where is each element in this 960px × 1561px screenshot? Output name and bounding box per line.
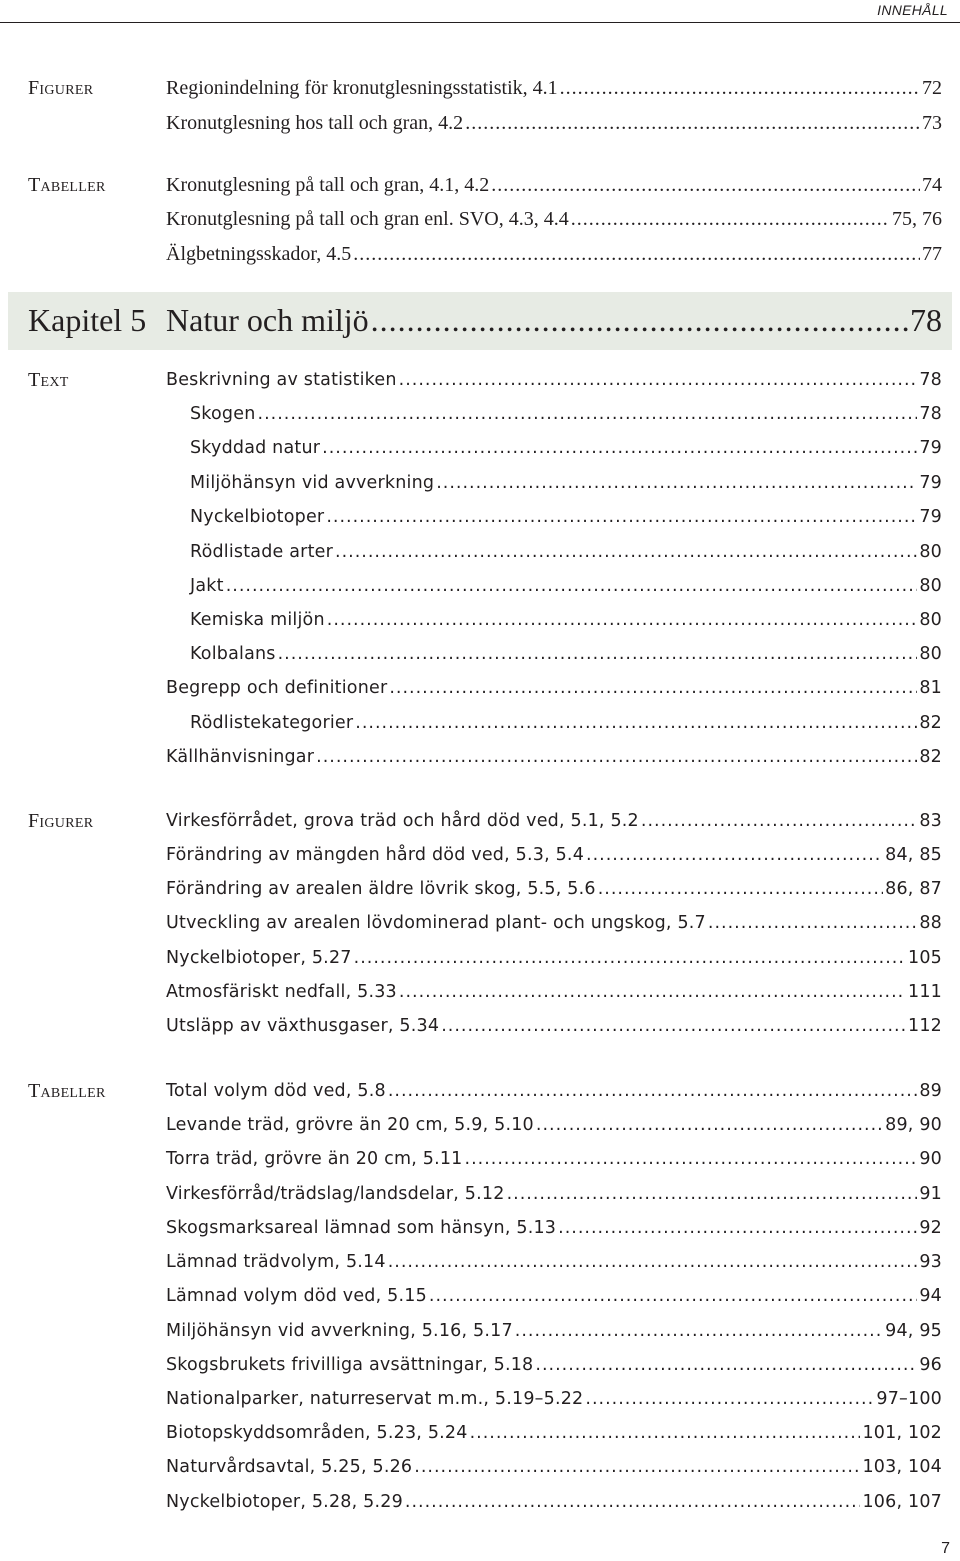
entry-page: 112 <box>907 1016 942 1036</box>
toc-row <box>0 535 960 569</box>
entry-page: 78 <box>919 404 942 424</box>
toc-row <box>0 397 960 431</box>
dot-leader <box>598 872 883 906</box>
entry-title: Skyddad natur <box>190 438 321 458</box>
dot-leader <box>491 168 920 202</box>
entry-page: 81 <box>919 678 942 698</box>
section-label-tabeller: Tabeller <box>28 174 106 196</box>
entry-page: 73 <box>922 112 942 134</box>
toc-row <box>0 906 960 940</box>
toc-entry[interactable] <box>166 1382 942 1416</box>
entry-title: Begrepp och definitioner <box>166 678 388 698</box>
chapter-heading[interactable] <box>8 292 952 350</box>
entry-page: 74 <box>922 174 942 196</box>
toc-row <box>0 569 960 603</box>
toc-entry[interactable] <box>166 1416 942 1450</box>
entry-title: Kronutglesning på tall och gran, 4.1, 4.2 <box>166 174 490 196</box>
toc-entry[interactable] <box>166 106 942 140</box>
toc-entry[interactable] <box>166 71 942 105</box>
entry-page: 82 <box>919 747 942 767</box>
dot-leader <box>558 1211 917 1245</box>
toc-entry[interactable] <box>166 202 942 236</box>
dot-leader <box>535 1348 917 1382</box>
entry-title: Regionindelning för kronutglesningsstatistik, 4.1 <box>166 77 558 99</box>
entry-page: 75, 76 <box>892 208 942 230</box>
toc-row <box>0 1279 960 1313</box>
entry-page: 101, 102 <box>862 1423 942 1443</box>
toc-entry[interactable] <box>166 941 942 975</box>
entry-page: 97–100 <box>876 1389 942 1409</box>
toc-entry[interactable] <box>190 603 942 637</box>
toc-row <box>0 168 960 202</box>
toc-row <box>0 975 960 1009</box>
entry-page: 106, 107 <box>862 1492 942 1512</box>
entry-page: 111 <box>907 982 942 1002</box>
entry-page: 86, 87 <box>885 879 942 899</box>
toc-entry[interactable] <box>190 569 942 603</box>
running-head: INNEHÅLL <box>877 2 948 18</box>
section-label-tabeller: Tabeller <box>28 1080 106 1102</box>
dot-leader <box>586 838 883 872</box>
toc-entry[interactable] <box>166 838 942 872</box>
toc-entry[interactable] <box>166 804 942 838</box>
toc-row <box>0 71 960 105</box>
toc-entry[interactable] <box>166 1142 942 1176</box>
entry-page: 90 <box>919 1149 942 1169</box>
dot-leader <box>258 397 918 431</box>
dot-leader <box>316 740 917 774</box>
toc-row <box>0 363 960 397</box>
entry-page: 89 <box>919 1081 942 1101</box>
entry-page: 80 <box>919 644 942 664</box>
toc-entry[interactable] <box>166 1211 942 1245</box>
entry-title: Skogsmarksareal lämnad som hänsyn, 5.13 <box>166 1218 557 1238</box>
dot-leader <box>414 1450 860 1484</box>
entry-title: Torra träd, grövre än 20 cm, 5.11 <box>166 1149 463 1169</box>
entry-page: 77 <box>922 243 942 265</box>
entry-page: 78 <box>919 370 942 390</box>
entry-page: 84, 85 <box>885 845 942 865</box>
toc-entry[interactable] <box>166 237 942 271</box>
entry-page: 72 <box>922 77 942 99</box>
toc-entry[interactable] <box>190 535 942 569</box>
dot-leader <box>355 706 917 740</box>
entry-page: 80 <box>919 542 942 562</box>
toc-entry[interactable] <box>166 1279 942 1313</box>
dot-leader <box>465 106 920 140</box>
toc-entry[interactable] <box>190 466 942 500</box>
toc-row <box>0 740 960 774</box>
toc-entry[interactable] <box>166 1485 942 1519</box>
toc-entry[interactable] <box>190 706 942 740</box>
entry-page: 89, 90 <box>885 1115 942 1135</box>
toc-row <box>0 637 960 671</box>
toc-row <box>0 941 960 975</box>
toc-row <box>0 872 960 906</box>
toc-row <box>0 1416 960 1450</box>
dot-leader <box>388 1245 918 1279</box>
entry-title: Lämnad volym död ved, 5.15 <box>166 1286 427 1306</box>
dot-leader <box>560 71 920 105</box>
dot-leader <box>327 603 918 637</box>
entry-title: Lämnad trädvolym, 5.14 <box>166 1252 386 1272</box>
entry-title: Naturvårdsavtal, 5.25, 5.26 <box>166 1457 413 1477</box>
toc-row <box>0 431 960 465</box>
toc-entry[interactable] <box>166 671 942 705</box>
dot-leader <box>388 1074 918 1108</box>
entry-title: Rödlistade arter <box>190 542 333 562</box>
dot-leader <box>585 1382 874 1416</box>
entry-page: 79 <box>919 507 942 527</box>
entry-page: 103, 104 <box>862 1457 942 1477</box>
toc-row <box>0 1074 960 1108</box>
dot-leader <box>436 466 917 500</box>
entry-title: Beskrivning av statistiken <box>166 370 397 390</box>
toc-row <box>0 202 960 236</box>
entry-title: Rödlistekategorier <box>190 713 354 733</box>
dot-leader <box>278 637 918 671</box>
dot-leader <box>429 1279 917 1313</box>
entry-title: Utsläpp av växthusgaser, 5.34 <box>166 1016 440 1036</box>
toc-entry[interactable] <box>166 168 942 202</box>
toc-entry[interactable] <box>166 1108 942 1142</box>
toc-entry[interactable] <box>166 1177 942 1211</box>
dot-leader <box>354 941 906 975</box>
toc-entry[interactable] <box>190 431 942 465</box>
dot-leader <box>470 1416 861 1450</box>
entry-title: Kronutglesning hos tall och gran, 4.2 <box>166 112 464 134</box>
toc-row <box>0 1314 960 1348</box>
entry-title: Älgbetningsskador, 4.5 <box>166 243 352 265</box>
section-label-text: Text <box>28 369 69 391</box>
entry-title: Nyckelbiotoper <box>190 507 325 527</box>
toc-row <box>0 671 960 705</box>
entry-page: 93 <box>919 1252 942 1272</box>
dot-leader <box>405 1485 861 1519</box>
dot-leader <box>507 1177 918 1211</box>
chapter-title: Natur och miljö <box>166 302 369 338</box>
entry-page: 82 <box>919 713 942 733</box>
dot-leader <box>326 500 917 534</box>
entry-page: 105 <box>907 948 942 968</box>
toc-row <box>0 500 960 534</box>
entry-title: Virkesförråd/trädslag/landsdelar, 5.12 <box>166 1184 505 1204</box>
toc-entry[interactable] <box>166 1348 942 1382</box>
dot-leader <box>641 804 917 838</box>
dot-leader <box>399 363 918 397</box>
page-number: 7 <box>941 1540 950 1557</box>
section-label-figurer: Figurer <box>28 77 94 99</box>
chapter-number: Kapitel 5 <box>28 302 147 338</box>
toc-entry[interactable] <box>190 500 942 534</box>
chapter-page: 78 <box>910 302 942 338</box>
toc-entry[interactable] <box>166 906 942 940</box>
header-rule <box>0 22 960 23</box>
entry-title: Levande träd, grövre än 20 cm, 5.9, 5.10 <box>166 1115 534 1135</box>
entry-title: Källhänvisningar <box>166 747 315 767</box>
toc-entry[interactable] <box>166 872 942 906</box>
entry-title: Atmosfäriskt nedfall, 5.33 <box>166 982 397 1002</box>
toc-row <box>0 1142 960 1176</box>
toc-row <box>0 1450 960 1484</box>
toc-row <box>0 106 960 140</box>
toc-entry[interactable] <box>190 397 942 431</box>
entry-title: Miljöhänsyn vid avverkning <box>190 473 435 493</box>
toc-row <box>0 603 960 637</box>
entry-title: Biotopskyddsområden, 5.23, 5.24 <box>166 1423 468 1443</box>
toc-entry[interactable] <box>166 363 942 397</box>
entry-title: Skogsbrukets frivilliga avsättningar, 5.18 <box>166 1355 534 1375</box>
dot-leader <box>441 1009 906 1043</box>
dot-leader <box>465 1142 918 1176</box>
toc-row <box>0 466 960 500</box>
dot-leader <box>571 202 890 236</box>
dot-leader <box>389 671 917 705</box>
entry-title: Skogen <box>190 404 256 424</box>
entry-title: Total volym död ved, 5.8 <box>166 1081 386 1101</box>
dot-leader <box>515 1314 883 1348</box>
toc-row <box>0 1211 960 1245</box>
toc-row <box>0 1485 960 1519</box>
entry-page: 91 <box>919 1184 942 1204</box>
toc-row <box>0 1009 960 1043</box>
dot-leader <box>226 569 918 603</box>
entry-title: Nyckelbiotoper, 5.27 <box>166 948 352 968</box>
entry-title: Kolbalans <box>190 644 276 664</box>
dot-leader <box>399 975 906 1009</box>
dot-leader <box>536 1108 883 1142</box>
entry-page: 96 <box>919 1355 942 1375</box>
entry-page: 94, 95 <box>885 1321 942 1341</box>
dot-leader <box>353 237 920 271</box>
entry-title: Kronutglesning på tall och gran enl. SVO, 4.3, 4.4 <box>166 208 569 230</box>
toc-entry[interactable] <box>166 1450 942 1484</box>
entry-title: Kemiska miljön <box>190 610 325 630</box>
entry-title: Nationalparker, naturreservat m.m., 5.19–5.22 <box>166 1389 584 1409</box>
entry-title: Förändring av arealen äldre lövrik skog, 5.5, 5.6 <box>166 879 596 899</box>
toc-row <box>0 1177 960 1211</box>
entry-title: Utveckling av arealen lövdominerad plant- och ungskog, 5.7 <box>166 913 706 933</box>
toc-entry[interactable] <box>166 1074 942 1108</box>
dot-leader <box>322 431 917 465</box>
toc-entry[interactable] <box>190 637 942 671</box>
toc-row <box>0 706 960 740</box>
toc-row <box>0 1245 960 1279</box>
toc-entry[interactable] <box>166 1245 942 1279</box>
toc-entry[interactable] <box>166 975 942 1009</box>
toc-row <box>0 237 960 271</box>
toc-row <box>0 838 960 872</box>
entry-title: Miljöhänsyn vid avverkning, 5.16, 5.17 <box>166 1321 513 1341</box>
toc-entry[interactable] <box>166 1009 942 1043</box>
toc-entry[interactable] <box>166 740 942 774</box>
entry-page: 80 <box>919 576 942 596</box>
entry-title: Jakt <box>190 576 224 596</box>
entry-title: Förändring av mängden hård död ved, 5.3, 5.4 <box>166 845 585 865</box>
dot-leader <box>708 906 917 940</box>
entry-page: 94 <box>919 1286 942 1306</box>
entry-page: 88 <box>919 913 942 933</box>
toc-row <box>0 1382 960 1416</box>
chapter-entry <box>166 300 942 340</box>
entry-page: 83 <box>919 811 942 831</box>
toc-row <box>0 804 960 838</box>
dot-leader <box>335 535 917 569</box>
entry-page: 92 <box>919 1218 942 1238</box>
entry-page: 80 <box>919 610 942 630</box>
toc-entry[interactable] <box>166 1314 942 1348</box>
entry-title: Nyckelbiotoper, 5.28, 5.29 <box>166 1492 403 1512</box>
toc-row <box>0 1108 960 1142</box>
dot-leader <box>371 300 908 340</box>
toc-row <box>0 1348 960 1382</box>
entry-page: 79 <box>919 438 942 458</box>
section-label-figurer: Figurer <box>28 810 94 832</box>
entry-page: 79 <box>919 473 942 493</box>
entry-title: Virkesförrådet, grova träd och hård död ved, 5.1, 5.2 <box>166 811 639 831</box>
